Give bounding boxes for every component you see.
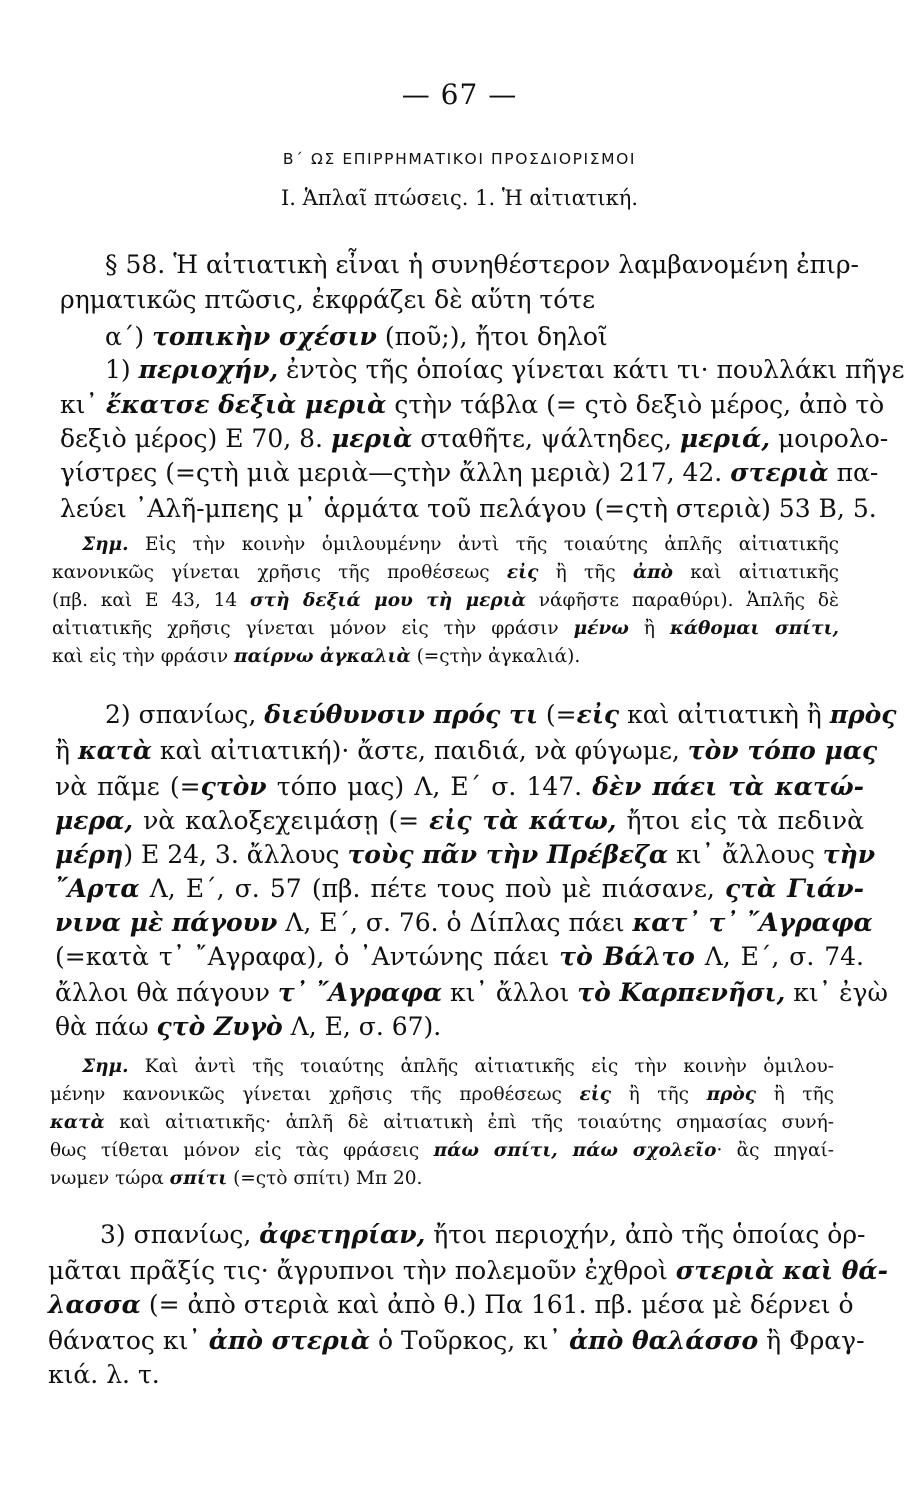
text-run: ὁ Τοῦρκος, κι᾽ bbox=[370, 1326, 570, 1355]
section-title: I. Ἁπλαῖ πτώσεις. 1. Ἡ αἰτιατική. bbox=[280, 186, 639, 210]
text-run: καὶ αἰτιατικὴ ἢ bbox=[619, 700, 830, 729]
text-run: ἢ bbox=[55, 736, 78, 765]
text-run: νὰ πᾶμε (= bbox=[55, 772, 201, 801]
emphasis-run: μεριὰ bbox=[330, 424, 413, 453]
text-line bbox=[55, 1012, 864, 1042]
text-run: κι᾽ ἄλλους bbox=[668, 840, 823, 869]
emphasis-run: περιοχήν, bbox=[138, 355, 279, 384]
emphasis-run: ἀφετηρίαν, bbox=[259, 1220, 426, 1249]
text-line bbox=[48, 1360, 849, 1390]
emphasis-run: ῎Αρτα bbox=[55, 874, 140, 903]
text-run: θὰ πάω bbox=[55, 1012, 157, 1041]
text-run: καὶ αἰτιατική)· ἄστε, παιδιά, νὰ φύγωμε, bbox=[151, 736, 688, 765]
text-line bbox=[50, 1168, 834, 1190]
text-run: (= bbox=[537, 700, 577, 729]
text-run: Εἰς τὴν κοινὴν ὁμιλουμένην ἀντὶ τῆς τοιαύτης ἁπλῆς αἰτιατικῆς bbox=[128, 534, 839, 555]
text-run: Λ, Ε΄, σ. 57 (πβ. πέτε τους ποὺ μὲ πιάσανε, bbox=[139, 874, 725, 903]
text-run: μᾶται πρᾶξίς τις· ἄγρυπνοι τὴν πολεμοῦν ἐχθροὶ bbox=[48, 1256, 676, 1285]
text-line bbox=[55, 874, 864, 904]
text-line bbox=[60, 285, 859, 315]
text-line bbox=[52, 646, 839, 668]
text-run: (= ἀπὸ στεριὰ καὶ ἀπὸ θ.) Πα 161. πβ. μέσα μὲ δέρνει ὁ bbox=[140, 1290, 854, 1319]
text-run: κι᾽ ἐγὼ bbox=[785, 978, 888, 1007]
text-run: δεξιὸ μέρος) Ε 70, 8. bbox=[60, 424, 331, 453]
emphasis-run: δὲν πάει τὰ κατώ- bbox=[592, 772, 865, 801]
text-run: (=ςτὴν ἀγκαλιά). bbox=[410, 646, 581, 667]
emphasis-run: κατὰ bbox=[77, 736, 152, 765]
emphasis-run: εἰς bbox=[576, 700, 620, 729]
text-line bbox=[60, 458, 879, 488]
text-line bbox=[60, 494, 877, 524]
text-line bbox=[105, 355, 905, 385]
page-number: — 67 — bbox=[401, 78, 518, 111]
text-line bbox=[48, 1326, 865, 1356]
text-run: αἰτιατικῆς χρῆσις γίνεται μόνον εἰς τὴν φράσιν bbox=[52, 618, 574, 639]
text-run: κι᾽ ἄλλοι bbox=[442, 978, 578, 1007]
emphasis-run: μεριά, bbox=[679, 424, 771, 453]
emphasis-run: ἀπὸ θαλάσσο bbox=[569, 1326, 759, 1355]
emphasis-run: τὴν bbox=[822, 840, 876, 869]
text-run: ) Ε 24, 3. ἄλλους bbox=[123, 840, 348, 869]
text-line bbox=[50, 1140, 834, 1162]
text-run: λεύει ᾽Αλῆ-μπεης μ᾽ ἁρμάτα τοῦ πελάγου (=ςτὴ στεριὰ) 53 Β, 5. bbox=[60, 494, 877, 523]
text-run: ἢ bbox=[628, 618, 670, 639]
text-line bbox=[52, 590, 839, 612]
chapter-title: Β΄ ΩΣ ΕΠΙΡΡΗΜΑΤΙΚΟΙ ΠΡΟΣΔΙΟΡΙΣΜΟΙ bbox=[282, 150, 637, 168]
text-run: καὶ αἰτιατικῆς bbox=[673, 562, 840, 583]
text-run: νάφῆστε παραθύρι). Ἁπλῆς δὲ bbox=[525, 590, 839, 611]
text-run: (=ςτὸ σπίτι) Μπ 20. bbox=[227, 1168, 423, 1189]
text-run: ἢ Φραγ- bbox=[758, 1326, 865, 1355]
text-line bbox=[55, 978, 888, 1008]
text-line bbox=[60, 390, 885, 420]
emphasis-run: ἔκατσε δεξιὰ μεριὰ bbox=[105, 390, 387, 419]
emphasis-run: ἀπὸ bbox=[632, 562, 673, 583]
emphasis-run: εἰς bbox=[579, 1084, 611, 1105]
text-run: 1) bbox=[105, 355, 139, 384]
text-run: (ποῦ;), ἤτοι δηλοῖ bbox=[376, 322, 608, 351]
emphasis-run: ἀπὸ στεριὰ bbox=[208, 1326, 371, 1355]
text-run: σταθῆτε, ψάλτηδες, bbox=[412, 424, 680, 453]
text-run: κι᾽ bbox=[60, 390, 106, 419]
emphasis-run: εἰς τὰ κάτω, bbox=[429, 806, 617, 835]
text-run: ἢ τῆς bbox=[756, 1084, 835, 1105]
text-run: ἢ τῆς bbox=[538, 562, 633, 583]
text-run: ἐντὸς τῆς ὁποίας γίνεται κάτι τι· πουλλάκι πῆγε bbox=[278, 355, 905, 384]
text-run: Λ, Ε΄, σ. 74. bbox=[694, 942, 865, 971]
emphasis-run: τ᾽ ῎Αγραφα bbox=[277, 978, 443, 1007]
text-run: Καὶ ἀντὶ τῆς τοιαύτης ἁπλῆς αἰτιατικῆς εἰς τὴν κοινὴν ὁμιλου- bbox=[128, 1056, 834, 1077]
text-run: μοιρολο- bbox=[770, 424, 889, 453]
emphasis-run: τὸ Καρπενῆσι, bbox=[577, 978, 786, 1007]
emphasis-run: μένω bbox=[573, 618, 629, 639]
text-line bbox=[48, 1256, 888, 1286]
text-line bbox=[52, 562, 839, 584]
text-run: ἤτοι εἰς τὰ πεδινὰ bbox=[616, 806, 864, 835]
text-line bbox=[55, 736, 878, 766]
text-run: (=κατὰ τ᾽ ῎Αγραφα), ὁ ᾽Αντώνης πάει bbox=[55, 942, 560, 971]
text-run: Λ, Ε, σ. 67). bbox=[282, 1012, 442, 1041]
text-run: κιά. λ. τ. bbox=[48, 1360, 160, 1389]
text-line bbox=[105, 250, 859, 280]
text-run: θάνατος κι᾽ bbox=[48, 1326, 209, 1355]
text-run: § 58. Ἡ αἰτιατικὴ εἶναι ἡ συνηθέστερον λαμβανομένη ἐπιρ- bbox=[105, 250, 859, 279]
emphasis-run: στὴ δεξιά μου τὴ μεριὰ bbox=[250, 590, 526, 611]
emphasis-run: τὸ Βάλτο bbox=[559, 942, 695, 971]
text-run: κανονικῶς γίνεται χρῆσις τῆς προθέσεως bbox=[52, 562, 507, 583]
text-line bbox=[105, 700, 897, 730]
text-line bbox=[100, 1220, 866, 1250]
text-line bbox=[60, 424, 889, 454]
emphasis-run: μερα, bbox=[55, 806, 134, 835]
text-run: μένην κανονικῶς γίνεται χρῆσις τῆς προθέσεως bbox=[50, 1084, 580, 1105]
emphasis-run: κατὰ bbox=[50, 1112, 105, 1133]
emphasis-run: τὸν τόπο μας bbox=[687, 736, 878, 765]
emphasis-run: στεριὰ καὶ θά- bbox=[675, 1256, 888, 1285]
text-run: θως τίθεται μόνον εἰς τὰς φράσεις bbox=[50, 1140, 434, 1161]
emphasis-run: λασσα bbox=[48, 1290, 141, 1319]
text-line bbox=[50, 1112, 834, 1134]
text-run: α΄) bbox=[105, 322, 153, 351]
text-line bbox=[105, 322, 859, 352]
emphasis-run: στεριὰ bbox=[730, 458, 829, 487]
text-run: 2) σπανίως, bbox=[105, 700, 265, 729]
emphasis-run: μέρη bbox=[55, 840, 124, 869]
emphasis-run: νινα μὲ πάγουν bbox=[55, 908, 278, 937]
emphasis-run: Σημ. bbox=[82, 1056, 129, 1077]
emphasis-run: ςτὰ Γιάν- bbox=[725, 874, 864, 903]
text-run: ἤτοι περιοχήν, ἀπὸ τῆς ὁποίας ὁρ- bbox=[425, 1220, 866, 1249]
text-line bbox=[55, 772, 864, 802]
text-line bbox=[50, 1084, 834, 1106]
text-run: νωμεν τώρα bbox=[50, 1168, 170, 1189]
emphasis-run: ςτὸν bbox=[200, 772, 267, 801]
text-run: καὶ εἰς τὴν φράσιν bbox=[52, 646, 235, 667]
text-line bbox=[48, 1290, 854, 1320]
emphasis-run: ςτὸ Ζυγὸ bbox=[156, 1012, 283, 1041]
emphasis-run: κάθομαι σπίτι, bbox=[669, 618, 839, 639]
text-run: πα- bbox=[828, 458, 879, 487]
text-line bbox=[55, 942, 864, 972]
text-run: ςτὴν τάβλα (= ςτὸ δεξιὸ μέρος, ἀπὸ τὸ bbox=[386, 390, 885, 419]
text-line bbox=[55, 840, 876, 870]
emphasis-run: πρὸς bbox=[706, 1084, 757, 1105]
text-run: · ἂς πηγαί- bbox=[716, 1140, 834, 1161]
text-run: (πβ. καὶ Ε 43, 14 bbox=[52, 590, 251, 611]
emphasis-run: κατ᾽ τ᾽ ῎Αγραφα bbox=[632, 908, 873, 937]
emphasis-run: Σημ. bbox=[82, 534, 129, 555]
text-run: Λ, Ε΄, σ. 76. ὁ Δίπλας πάει bbox=[277, 908, 633, 937]
text-run: ἢ τῆς bbox=[611, 1084, 707, 1105]
text-run: 3) σπανίως, bbox=[100, 1220, 260, 1249]
text-line bbox=[55, 908, 873, 938]
text-line bbox=[82, 534, 839, 556]
text-run: νὰ καλοξεχειμάσῃ (= bbox=[133, 806, 430, 835]
emphasis-run: παίρνω ἀγκαλιὰ bbox=[234, 646, 411, 667]
text-run: ἄλλοι θὰ πάγουν bbox=[55, 978, 278, 1007]
text-line bbox=[52, 618, 839, 640]
text-run: ρηματικῶς πτῶσις, ἐκφράζει δὲ αὕτη τότε bbox=[60, 285, 596, 314]
emphasis-run: διεύθυνσιν πρός τι bbox=[264, 700, 538, 729]
text-line bbox=[55, 806, 864, 836]
emphasis-run: σπίτι bbox=[169, 1168, 228, 1189]
emphasis-run: τοπικὴν σχέσιν bbox=[152, 322, 377, 351]
emphasis-run: πάω σπίτι, πάω σχολεῖο bbox=[433, 1140, 717, 1161]
text-line bbox=[82, 1056, 834, 1078]
emphasis-run: εἰς bbox=[506, 562, 539, 583]
emphasis-run: πρὸς bbox=[829, 700, 897, 729]
text-run: καὶ αἰτιατικῆς· ἁπλῆ δὲ αἰτιατικὴ ἐπὶ τῆς τοιαύτης σημασίας συνή- bbox=[104, 1112, 834, 1133]
emphasis-run: τοὺς πᾶν τὴν Πρέβεζα bbox=[347, 840, 669, 869]
text-run: τόπο μας) Λ, Ε΄ σ. 147. bbox=[266, 772, 593, 801]
text-run: γίστρες (=ςτὴ μιὰ μεριὰ—ςτὴν ἄλλη μεριὰ) 217, 42. bbox=[60, 458, 731, 487]
